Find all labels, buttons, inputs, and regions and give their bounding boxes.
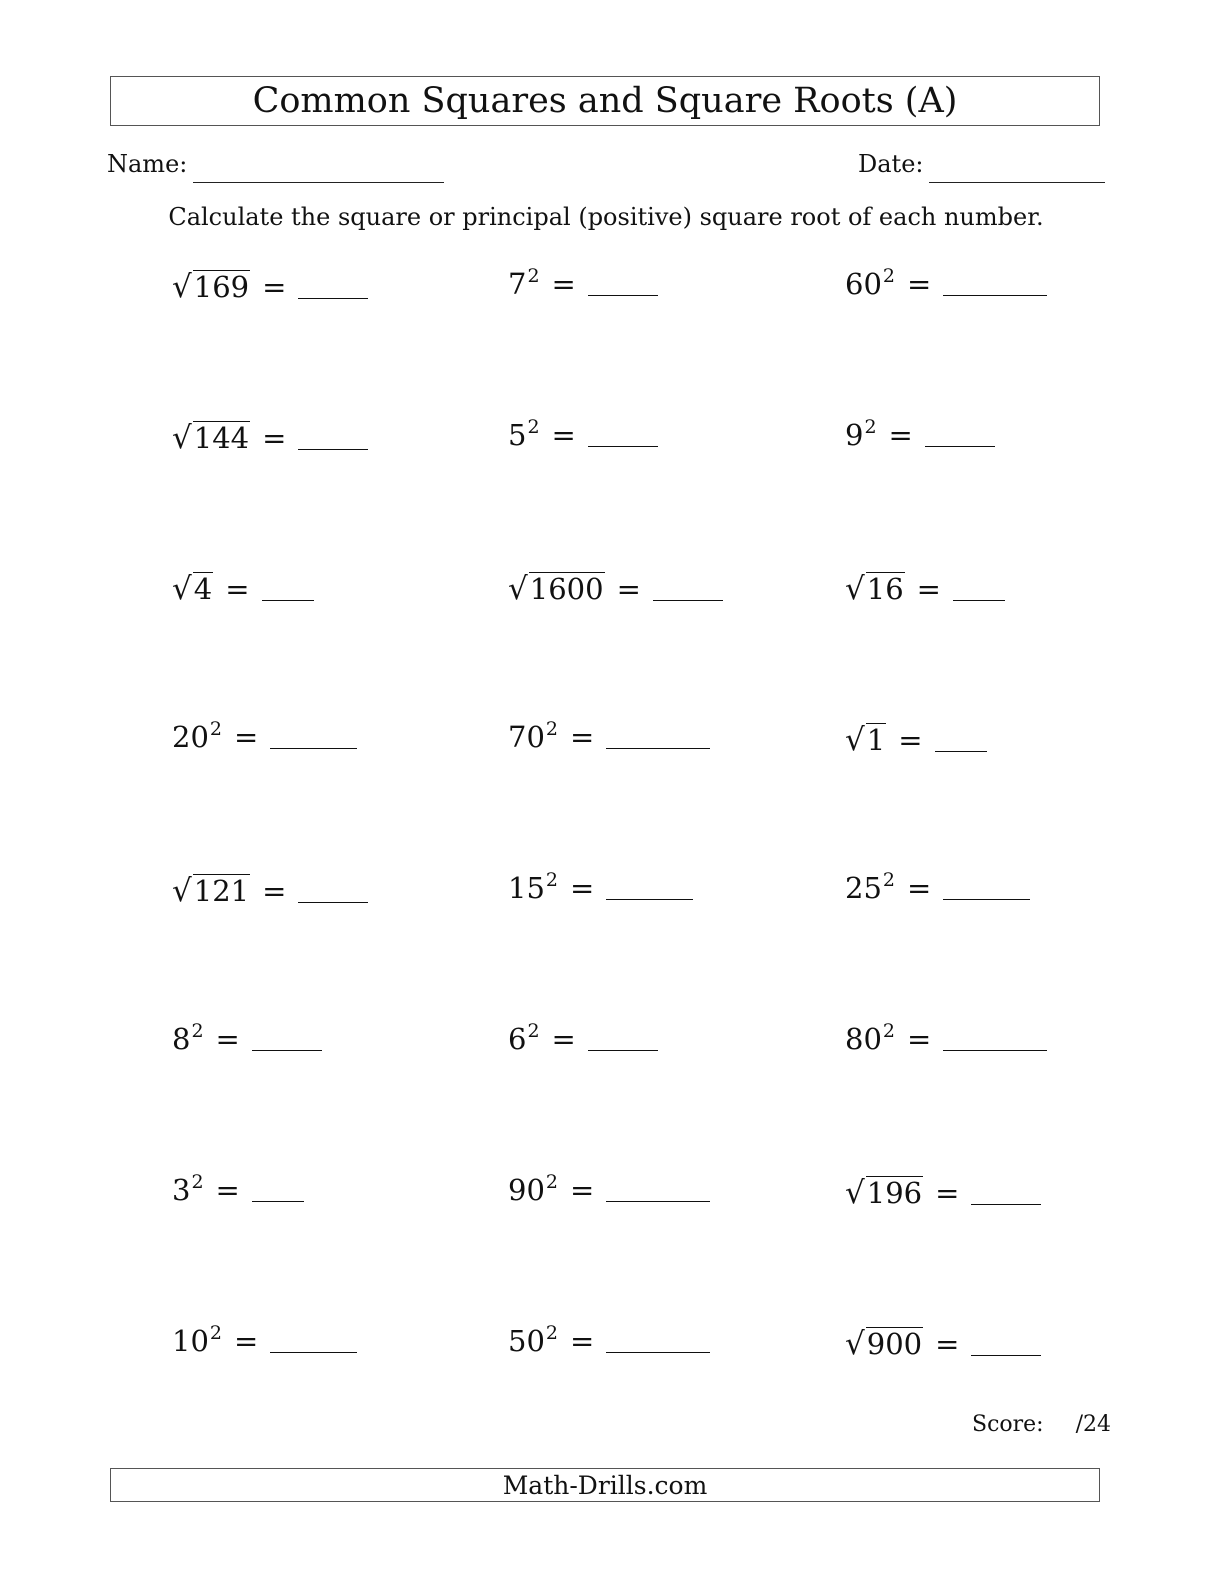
title-text: Common Squares and Square Roots (A): [252, 80, 958, 121]
name-label: Name:: [107, 150, 188, 178]
equals-sign: =: [907, 1022, 932, 1056]
answer-blank[interactable]: [298, 298, 368, 299]
equals-sign: =: [907, 267, 932, 301]
answer-blank[interactable]: [943, 899, 1030, 900]
problem-10: [172, 718, 357, 754]
name-field[interactable]: [193, 182, 444, 183]
problem-8: [508, 572, 723, 605]
exponent: 2: [209, 718, 222, 740]
problem-24: [845, 1327, 1041, 1360]
problem-6: [845, 416, 995, 452]
radical-sign-icon: √: [172, 571, 192, 607]
equals-sign: =: [907, 871, 932, 905]
answer-blank[interactable]: [606, 748, 710, 749]
equals-sign: =: [570, 1324, 595, 1358]
square-root-expression: [845, 1327, 923, 1360]
square-base: 15: [508, 871, 545, 905]
radical-sign-icon: √: [845, 722, 865, 758]
problem-23: [508, 1322, 710, 1358]
score: [972, 1412, 1111, 1437]
equals-sign: =: [616, 572, 641, 606]
worksheet-title: [110, 76, 1100, 126]
problem-4: [172, 421, 368, 454]
exponent: 2: [882, 1020, 895, 1042]
equals-sign: =: [551, 1022, 576, 1056]
exponent: 2: [545, 718, 558, 740]
answer-blank[interactable]: [252, 1050, 322, 1051]
answer-blank[interactable]: [606, 1352, 710, 1353]
radicand: 4: [193, 572, 213, 606]
square-base: 70: [508, 720, 545, 754]
equals-sign: =: [888, 418, 913, 452]
exponent: 2: [545, 869, 558, 891]
problem-2: [508, 265, 658, 301]
answer-blank[interactable]: [588, 295, 658, 296]
equals-sign: =: [551, 418, 576, 452]
answer-blank[interactable]: [971, 1355, 1041, 1356]
exponent: 2: [191, 1171, 204, 1193]
instructions: Calculate the square or principal (positive) square root of each number.: [168, 203, 1044, 231]
exponent: 2: [527, 416, 540, 438]
problem-5: [508, 416, 658, 452]
radical-sign-icon: √: [172, 420, 192, 456]
problem-18: [845, 1020, 1047, 1056]
problem-9: [845, 572, 1005, 605]
square-base: 10: [172, 1324, 209, 1358]
date-field[interactable]: [929, 182, 1105, 183]
answer-blank[interactable]: [270, 1352, 357, 1353]
radical-sign-icon: √: [845, 1326, 865, 1362]
problem-14: [508, 869, 693, 905]
answer-blank[interactable]: [971, 1204, 1041, 1205]
square-base: 80: [845, 1022, 882, 1056]
answer-blank[interactable]: [262, 600, 314, 601]
square-base: 5: [508, 418, 527, 452]
square-root-expression: [172, 421, 250, 454]
problem-12: [845, 723, 987, 756]
exponent: 2: [191, 1020, 204, 1042]
square-base: 90: [508, 1173, 545, 1207]
equals-sign: =: [234, 720, 259, 754]
answer-blank[interactable]: [270, 748, 357, 749]
exponent: 2: [864, 416, 877, 438]
radicand: 121: [193, 874, 250, 908]
answer-blank[interactable]: [298, 902, 368, 903]
radical-sign-icon: √: [172, 873, 192, 909]
problem-16: [172, 1020, 322, 1056]
square-root-expression: [172, 874, 250, 907]
problem-22: [172, 1322, 357, 1358]
radicand: 900: [866, 1327, 923, 1361]
score-total: /24: [1075, 1412, 1111, 1437]
square-root-expression: [845, 1176, 923, 1209]
problem-3: [845, 265, 1047, 301]
answer-blank[interactable]: [298, 449, 368, 450]
equals-sign: =: [262, 421, 287, 455]
answer-blank[interactable]: [606, 1201, 710, 1202]
equals-sign: =: [225, 572, 250, 606]
footer-text: Math-Drills.com: [502, 1470, 708, 1500]
score-label: Score:: [972, 1412, 1044, 1437]
exponent: 2: [545, 1171, 558, 1193]
square-base: 8: [172, 1022, 191, 1056]
exponent: 2: [527, 265, 540, 287]
problem-7: [172, 572, 314, 605]
radicand: 169: [193, 270, 250, 304]
answer-blank[interactable]: [606, 899, 693, 900]
radical-sign-icon: √: [172, 269, 192, 305]
footer: [110, 1468, 1100, 1502]
equals-sign: =: [215, 1173, 240, 1207]
equals-sign: =: [262, 270, 287, 304]
square-base: 25: [845, 871, 882, 905]
problem-1: [172, 270, 368, 303]
radical-sign-icon: √: [845, 1175, 865, 1211]
equals-sign: =: [570, 1173, 595, 1207]
problem-17: [508, 1020, 658, 1056]
exponent: 2: [882, 869, 895, 891]
problem-13: [172, 874, 368, 907]
answer-blank[interactable]: [588, 446, 658, 447]
exponent: 2: [882, 265, 895, 287]
square-base: 7: [508, 267, 527, 301]
equals-sign: =: [935, 1176, 960, 1210]
problem-19: [172, 1171, 304, 1207]
square-root-expression: [508, 572, 605, 605]
radicand: 1: [866, 723, 886, 757]
problem-21: [845, 1176, 1041, 1209]
problem-20: [508, 1171, 710, 1207]
exponent: 2: [209, 1322, 222, 1344]
equals-sign: =: [898, 723, 923, 757]
square-base: 20: [172, 720, 209, 754]
date-label: Date:: [858, 150, 924, 178]
square-base: 9: [845, 418, 864, 452]
problem-11: [508, 718, 710, 754]
equals-sign: =: [935, 1327, 960, 1361]
answer-blank[interactable]: [935, 751, 987, 752]
square-root-expression: [845, 723, 886, 756]
answer-blank[interactable]: [943, 295, 1047, 296]
answer-blank[interactable]: [252, 1201, 304, 1202]
equals-sign: =: [234, 1324, 259, 1358]
square-root-expression: [845, 572, 905, 605]
exponent: 2: [545, 1322, 558, 1344]
radical-sign-icon: √: [508, 571, 528, 607]
square-base: 6: [508, 1022, 527, 1056]
answer-blank[interactable]: [943, 1050, 1047, 1051]
radicand: 1600: [529, 572, 604, 606]
radicand: 144: [193, 421, 250, 455]
equals-sign: =: [215, 1022, 240, 1056]
square-root-expression: [172, 270, 250, 303]
equals-sign: =: [916, 572, 941, 606]
radicand: 196: [866, 1176, 923, 1210]
answer-blank[interactable]: [953, 600, 1005, 601]
equals-sign: =: [551, 267, 576, 301]
equals-sign: =: [262, 874, 287, 908]
equals-sign: =: [570, 720, 595, 754]
answer-blank[interactable]: [588, 1050, 658, 1051]
exponent: 2: [527, 1020, 540, 1042]
square-base: 60: [845, 267, 882, 301]
square-base: 50: [508, 1324, 545, 1358]
radicand: 16: [866, 572, 904, 606]
equals-sign: =: [570, 871, 595, 905]
radical-sign-icon: √: [845, 571, 865, 607]
answer-blank[interactable]: [925, 446, 995, 447]
square-base: 3: [172, 1173, 191, 1207]
problem-15: [845, 869, 1030, 905]
answer-blank[interactable]: [653, 600, 723, 601]
square-root-expression: [172, 572, 213, 605]
